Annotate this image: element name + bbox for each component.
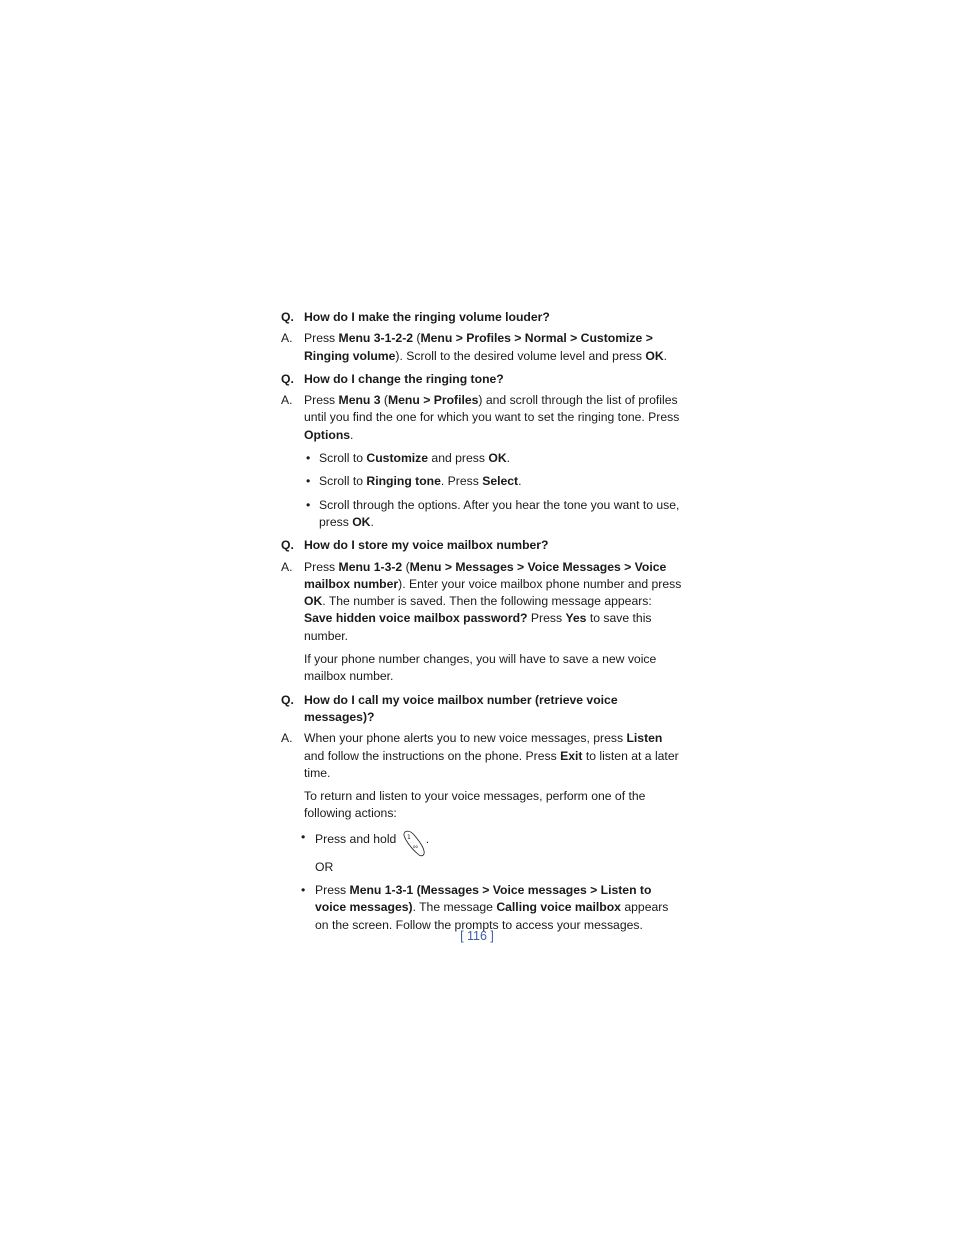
svg-text:oo: oo [412,843,418,849]
answer-text: When your phone alerts you to new voice messages, press [304,731,627,746]
item-text: Scroll to [319,451,367,466]
question-text: How do I make the ringing volume louder? [304,310,550,324]
key-label: Exit [560,748,583,763]
answer-text: to listen at a later time. [304,748,679,780]
key-1-voicemail-icon [402,829,426,857]
item-text: . The message [412,900,497,915]
answer-text: ). Scroll to the desired volume level and press [395,348,646,363]
list-item [281,497,683,532]
question-1 [281,309,683,326]
q-label: Q. [281,538,294,553]
q-label: Q. [281,692,294,707]
bullet-icon: • [306,497,311,512]
page-number: [ 116 ] [460,929,494,943]
or-separator: OR [315,859,334,874]
answer-2 [281,392,683,444]
svg-text:1: 1 [406,833,411,841]
menu-path: Menu > Profiles > Normal > Customize > Ringing volume [304,331,653,363]
question-text: How do I call my voice mailbox number (retrieve voice messages)? [304,692,618,724]
answer-note: To return and listen to your voice messages, perform one of the following actions: [304,789,646,821]
item-text: . [506,451,511,466]
answer-text: ) and scroll through the list of profiles until you find the one for which you want to set the ringing tone. Press [304,393,680,425]
a-label: A. [281,559,293,574]
answer-text: ( [380,393,388,408]
menu-code: Menu 3-1-2-2 [338,331,414,346]
answer-text: . [350,427,354,442]
item-text: . Press [440,474,483,489]
a-label: A. [281,331,293,346]
key-label: Yes [565,611,587,626]
bullet-icon: • [301,829,306,844]
item-text: and press [428,451,489,466]
menu-item: Ringing tone [366,474,441,489]
item-text: Scroll to [319,474,367,489]
answer-text: . The number is saved. Then the following message appears: [322,594,652,609]
screen-message: Save hidden voice mailbox password? [304,611,528,626]
item-text: Press and hold [315,831,400,846]
answer-text: . [663,348,668,363]
key-label: Options [304,427,351,442]
item-text: . [425,831,430,846]
menu-code: Menu 3 [338,393,381,408]
menu-path: Menu > Profiles [387,393,479,408]
list-item [281,473,683,490]
key-label: Listen [626,731,663,746]
list-item [281,882,683,934]
bullet-icon: • [306,451,311,466]
item-text: Scroll through the options. After you hear the tone you want to use, press [319,497,680,529]
a-label: A. [281,731,293,746]
bullet-icon: • [301,883,306,898]
answer-1 [281,330,683,365]
answer-4 [281,730,683,782]
question-3 [281,537,683,554]
key-label: OK [645,348,664,363]
key-label: OK [304,594,323,609]
answer-text: ). Enter your voice mailbox phone number and press [398,576,682,591]
list-item [281,829,683,857]
menu-code: Menu 1-3-2 [338,559,403,574]
answer-text: and follow the instructions on the phone. Press [304,748,561,763]
answer-text: ( [402,559,410,574]
screen-message: Calling voice mailbox [496,900,621,915]
q-label: Q. [281,371,294,386]
bullet-icon: • [306,474,311,489]
item-text: . [370,514,374,529]
q-label: Q. [281,310,294,324]
menu-path: Menu > Messages > Voice Messages > Voice mailbox number [304,559,667,591]
key-label: Select [482,474,519,489]
item-text: Press [315,883,350,898]
answer-text: Press [304,559,339,574]
answer-3 [281,559,683,645]
answer-text: to save this number. [304,611,652,643]
question-text: How do I store my voice mailbox number? [304,538,549,553]
faq-section [281,309,683,940]
item-text: appears on the screen. Follow the prompts to access your messages. [315,900,669,932]
key-label: OK [352,514,371,529]
answer-text: ( [413,331,421,346]
answer-text: Press [527,611,566,626]
answer-text: Press [304,331,339,346]
question-4 [281,692,683,727]
menu-item: Customize [366,451,429,466]
item-text: . [518,474,522,489]
answer-text: Press [304,393,339,408]
menu-path: Menu 1-3-1 (Messages > Voice messages > Listen to voice messages) [315,883,652,915]
a-label: A. [281,393,293,408]
list-item [281,450,683,467]
key-label: OK [488,451,507,466]
question-text: How do I change the ringing tone? [304,371,504,386]
question-2 [281,371,683,388]
answer-note: If your phone number changes, you will have to save a new voice mailbox number. [304,652,657,684]
